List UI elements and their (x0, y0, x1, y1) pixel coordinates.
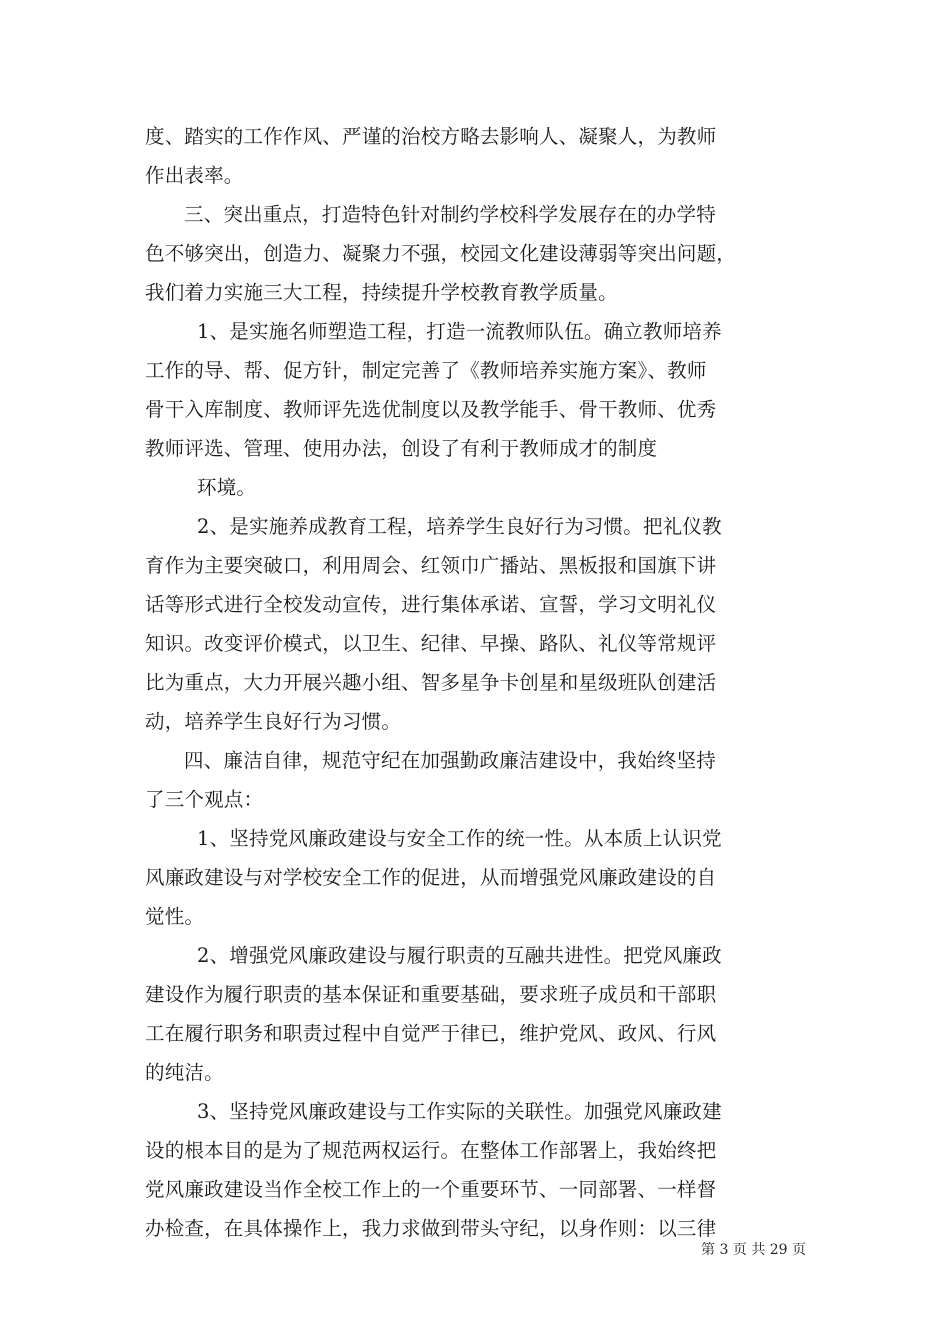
text-line: 育作为主要突破口，利用周会、红领巾广播站、黑板报和国旗下讲 (145, 554, 717, 577)
text-line: 设的根本目的是为了规范两权运行。在整体工作部署上，我始终把 (145, 1139, 717, 1162)
page-number-footer: 第 3 页 共 29 页 (701, 1242, 806, 1258)
text-line: 的纯洁。 (145, 1061, 224, 1084)
text-line: 教师评选、管理、使用办法，创设了有利于教师成才的制度 (145, 437, 658, 460)
text-line: 了三个观点： (145, 788, 264, 811)
text-line: 1、是实施名师塑造工程，打造一流教师队伍。确立教师培养 (197, 320, 722, 343)
text-line: 3、坚持党风廉政建设与工作实际的关联性。加强党风廉政建 (197, 1100, 722, 1123)
text-line: 我们着力实施三大工程，持续提升学校教育教学质量。 (145, 281, 618, 304)
text-line: 办检查，在具体操作上，我力求做到带头守纪，以身作则：以三律 (145, 1217, 717, 1240)
body-text (145, 117, 810, 1248)
text-line: 建设作为履行职责的基本保证和重要基础，要求班子成员和干部职 (145, 983, 717, 1006)
text-line: 话等形式进行全校发动宣传，进行集体承诺、宣誓，学习文明礼仪 (145, 593, 717, 616)
text-line: 风廉政建设与对学校安全工作的促进，从而增强党风廉政建设的自 (145, 866, 717, 889)
text-line: 四、廉洁自律，规范守纪在加强勤政廉洁建设中，我始终坚持 (184, 749, 716, 772)
text-line: 比为重点，大力开展兴趣小组、智多星争卡创星和星级班队创建活 (145, 671, 717, 694)
text-line: 工作的导、帮、促方针，制定完善了《教师培养实施方案》、教师 (145, 359, 707, 382)
text-line: 三、突出重点，打造特色针对制约学校科学发展存在的办学特 (184, 203, 716, 226)
text-line: 党风廉政建设当作全校工作上的一个重要环节、一同部署、一样督 (145, 1178, 717, 1201)
text-line: 知识。改变评价模式，以卫生、纪律、早操、路队、礼仪等常规评 (145, 632, 717, 655)
text-line: 环境。 (197, 476, 257, 499)
text-line: 工在履行职务和职责过程中自觉严于律已，维护党风、政风、行风 (145, 1022, 717, 1045)
text-line: 觉性。 (145, 905, 205, 928)
text-line: 动，培养学生良好行为习惯。 (145, 710, 402, 733)
text-line: 作出表率。 (145, 164, 244, 187)
text-line: 1、坚持党风廉政建设与安全工作的统一性。从本质上认识党 (197, 827, 722, 850)
text-line: 度、踏实的工作作风、严谨的治校方略去影响人、凝聚人，为教师 (145, 125, 717, 148)
text-line: 2、是实施养成教育工程，培养学生良好行为习惯。把礼仪教 (197, 515, 722, 538)
text-line: 2、增强党风廉政建设与履行职责的互融共进性。把党风廉政 (197, 944, 722, 967)
text-line: 骨干入库制度、教师评先选优制度以及教学能手、骨干教师、优秀 (145, 398, 717, 421)
text-line: 色不够突出，创造力、凝聚力不强，校园文化建设薄弱等突出问题， (145, 242, 737, 265)
